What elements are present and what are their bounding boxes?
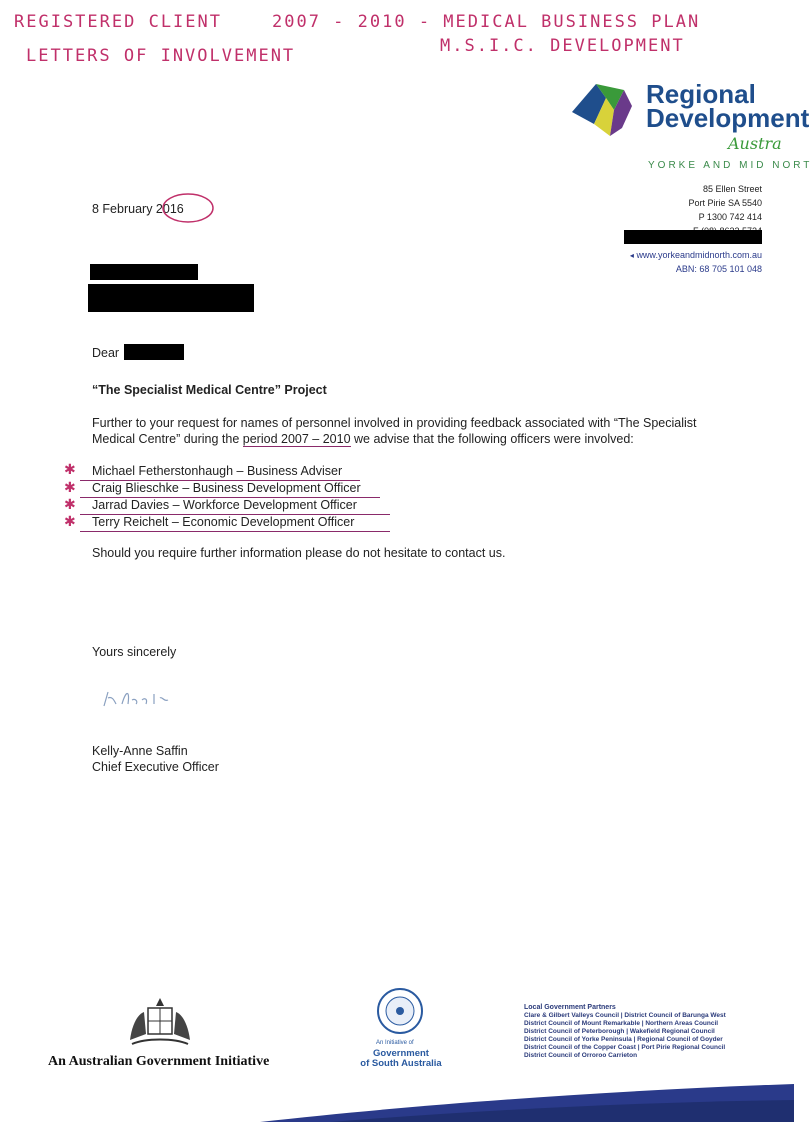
org-name-line1: Regional xyxy=(646,79,756,109)
partners-heading: Local Government Partners xyxy=(524,1004,616,1011)
subject-line: “The Specialist Medical Centre” Project xyxy=(92,383,327,397)
org-abn: ABN: 68 705 101 048 xyxy=(675,264,762,274)
org-script: Austra xyxy=(728,134,782,153)
closing-paragraph: Should you require further information please do not hesitate to contact us. xyxy=(92,546,506,560)
officer-item: Michael Fetherstonhaugh – Business Adviser xyxy=(92,464,343,478)
sa-gov-line: Government xyxy=(373,1048,429,1059)
address-line: Port Pirie SA 5540 xyxy=(688,198,762,208)
partners-block xyxy=(524,1004,726,1060)
web-icon: ◂ xyxy=(629,251,634,260)
asterisk-mark-icon: ✱ xyxy=(64,514,76,530)
sa-gov-name xyxy=(352,1049,450,1069)
paragraph-line-1: Further to your request for names of personnel involved in providing feedback associated with “The Specialist xyxy=(92,416,697,430)
period-highlight: period 2007 – 2010 xyxy=(242,432,351,446)
aus-gov-initiative: An Australian Government Initiative xyxy=(48,1054,270,1069)
signoff: Yours sincerely xyxy=(92,645,177,659)
asterisk-mark-icon: ✱ xyxy=(64,462,76,478)
para-segment: we advise that the following officers were involved: xyxy=(354,432,634,446)
paragraph-line-2 xyxy=(92,432,634,446)
footer-swoosh xyxy=(0,1080,794,1122)
officer-item: Craig Blieschke – Business Development Officer xyxy=(92,481,361,495)
date-circle-mark xyxy=(160,190,216,226)
para-segment: Medical Centre” during the xyxy=(92,432,240,446)
org-name-line2: Development xyxy=(646,103,810,133)
handwritten-note-4: M.S.I.C. DEVELOPMENT xyxy=(440,36,685,56)
org-region: YORKE AND MID NORT xyxy=(648,160,812,171)
rda-logo-icon xyxy=(566,80,638,144)
letter-date: 8 February 2016 xyxy=(92,202,184,216)
asterisk-mark-icon: ✱ xyxy=(64,480,76,496)
partner-line: District Council of Orroroo Carrieton xyxy=(524,1052,638,1059)
org-name xyxy=(646,79,810,133)
partner-line: Clare & Gilbert Valleys Council | District Council of Barunga West xyxy=(524,1012,726,1019)
address-line: P 1300 742 414 xyxy=(698,212,762,222)
sa-gov-emblem-icon xyxy=(374,986,426,1036)
handwritten-note-1: REGISTERED CLIENT xyxy=(14,12,222,32)
signer-title: Chief Executive Officer xyxy=(92,760,219,774)
redacted-recipient-name xyxy=(90,264,198,280)
sa-gov-line: of South Australia xyxy=(360,1058,442,1069)
asterisk-mark-icon: ✱ xyxy=(64,497,76,513)
officer-item: Jarrad Davies – Workforce Development Officer xyxy=(92,498,357,512)
org-website xyxy=(630,250,762,260)
sa-initiative-label: An Initiative of xyxy=(376,1040,414,1046)
signature-image xyxy=(98,680,178,716)
coat-of-arms-icon xyxy=(122,996,198,1050)
redacted-recipient-address xyxy=(88,284,254,312)
partner-line: District Council of Peterborough | Wakefield Regional Council xyxy=(524,1028,715,1035)
partner-line: District Council of the Copper Coast | Port Pirie Regional Council xyxy=(524,1044,726,1051)
officer-item: Terry Reichelt – Economic Development Officer xyxy=(92,515,355,529)
redacted-email xyxy=(624,230,762,244)
address-line: 85 Ellen Street xyxy=(702,184,762,194)
salutation: Dear xyxy=(92,346,120,360)
partner-line: District Council of Yorke Peninsula | Regional Council of Goyder xyxy=(524,1036,723,1043)
website-link: www.yorkeandmidnorth.com.au xyxy=(636,250,762,260)
redacted-salutation-name xyxy=(124,344,184,360)
signer-name: Kelly-Anne Saffin xyxy=(92,744,188,758)
partner-line: District Council of Mount Remarkable | Northern Areas Council xyxy=(524,1020,719,1027)
handwritten-note-3: LETTERS OF INVOLVEMENT xyxy=(26,46,296,66)
handwritten-note-2: 2007 - 2010 - MEDICAL BUSINESS PLAN xyxy=(272,12,701,32)
underline-mark xyxy=(80,531,390,532)
